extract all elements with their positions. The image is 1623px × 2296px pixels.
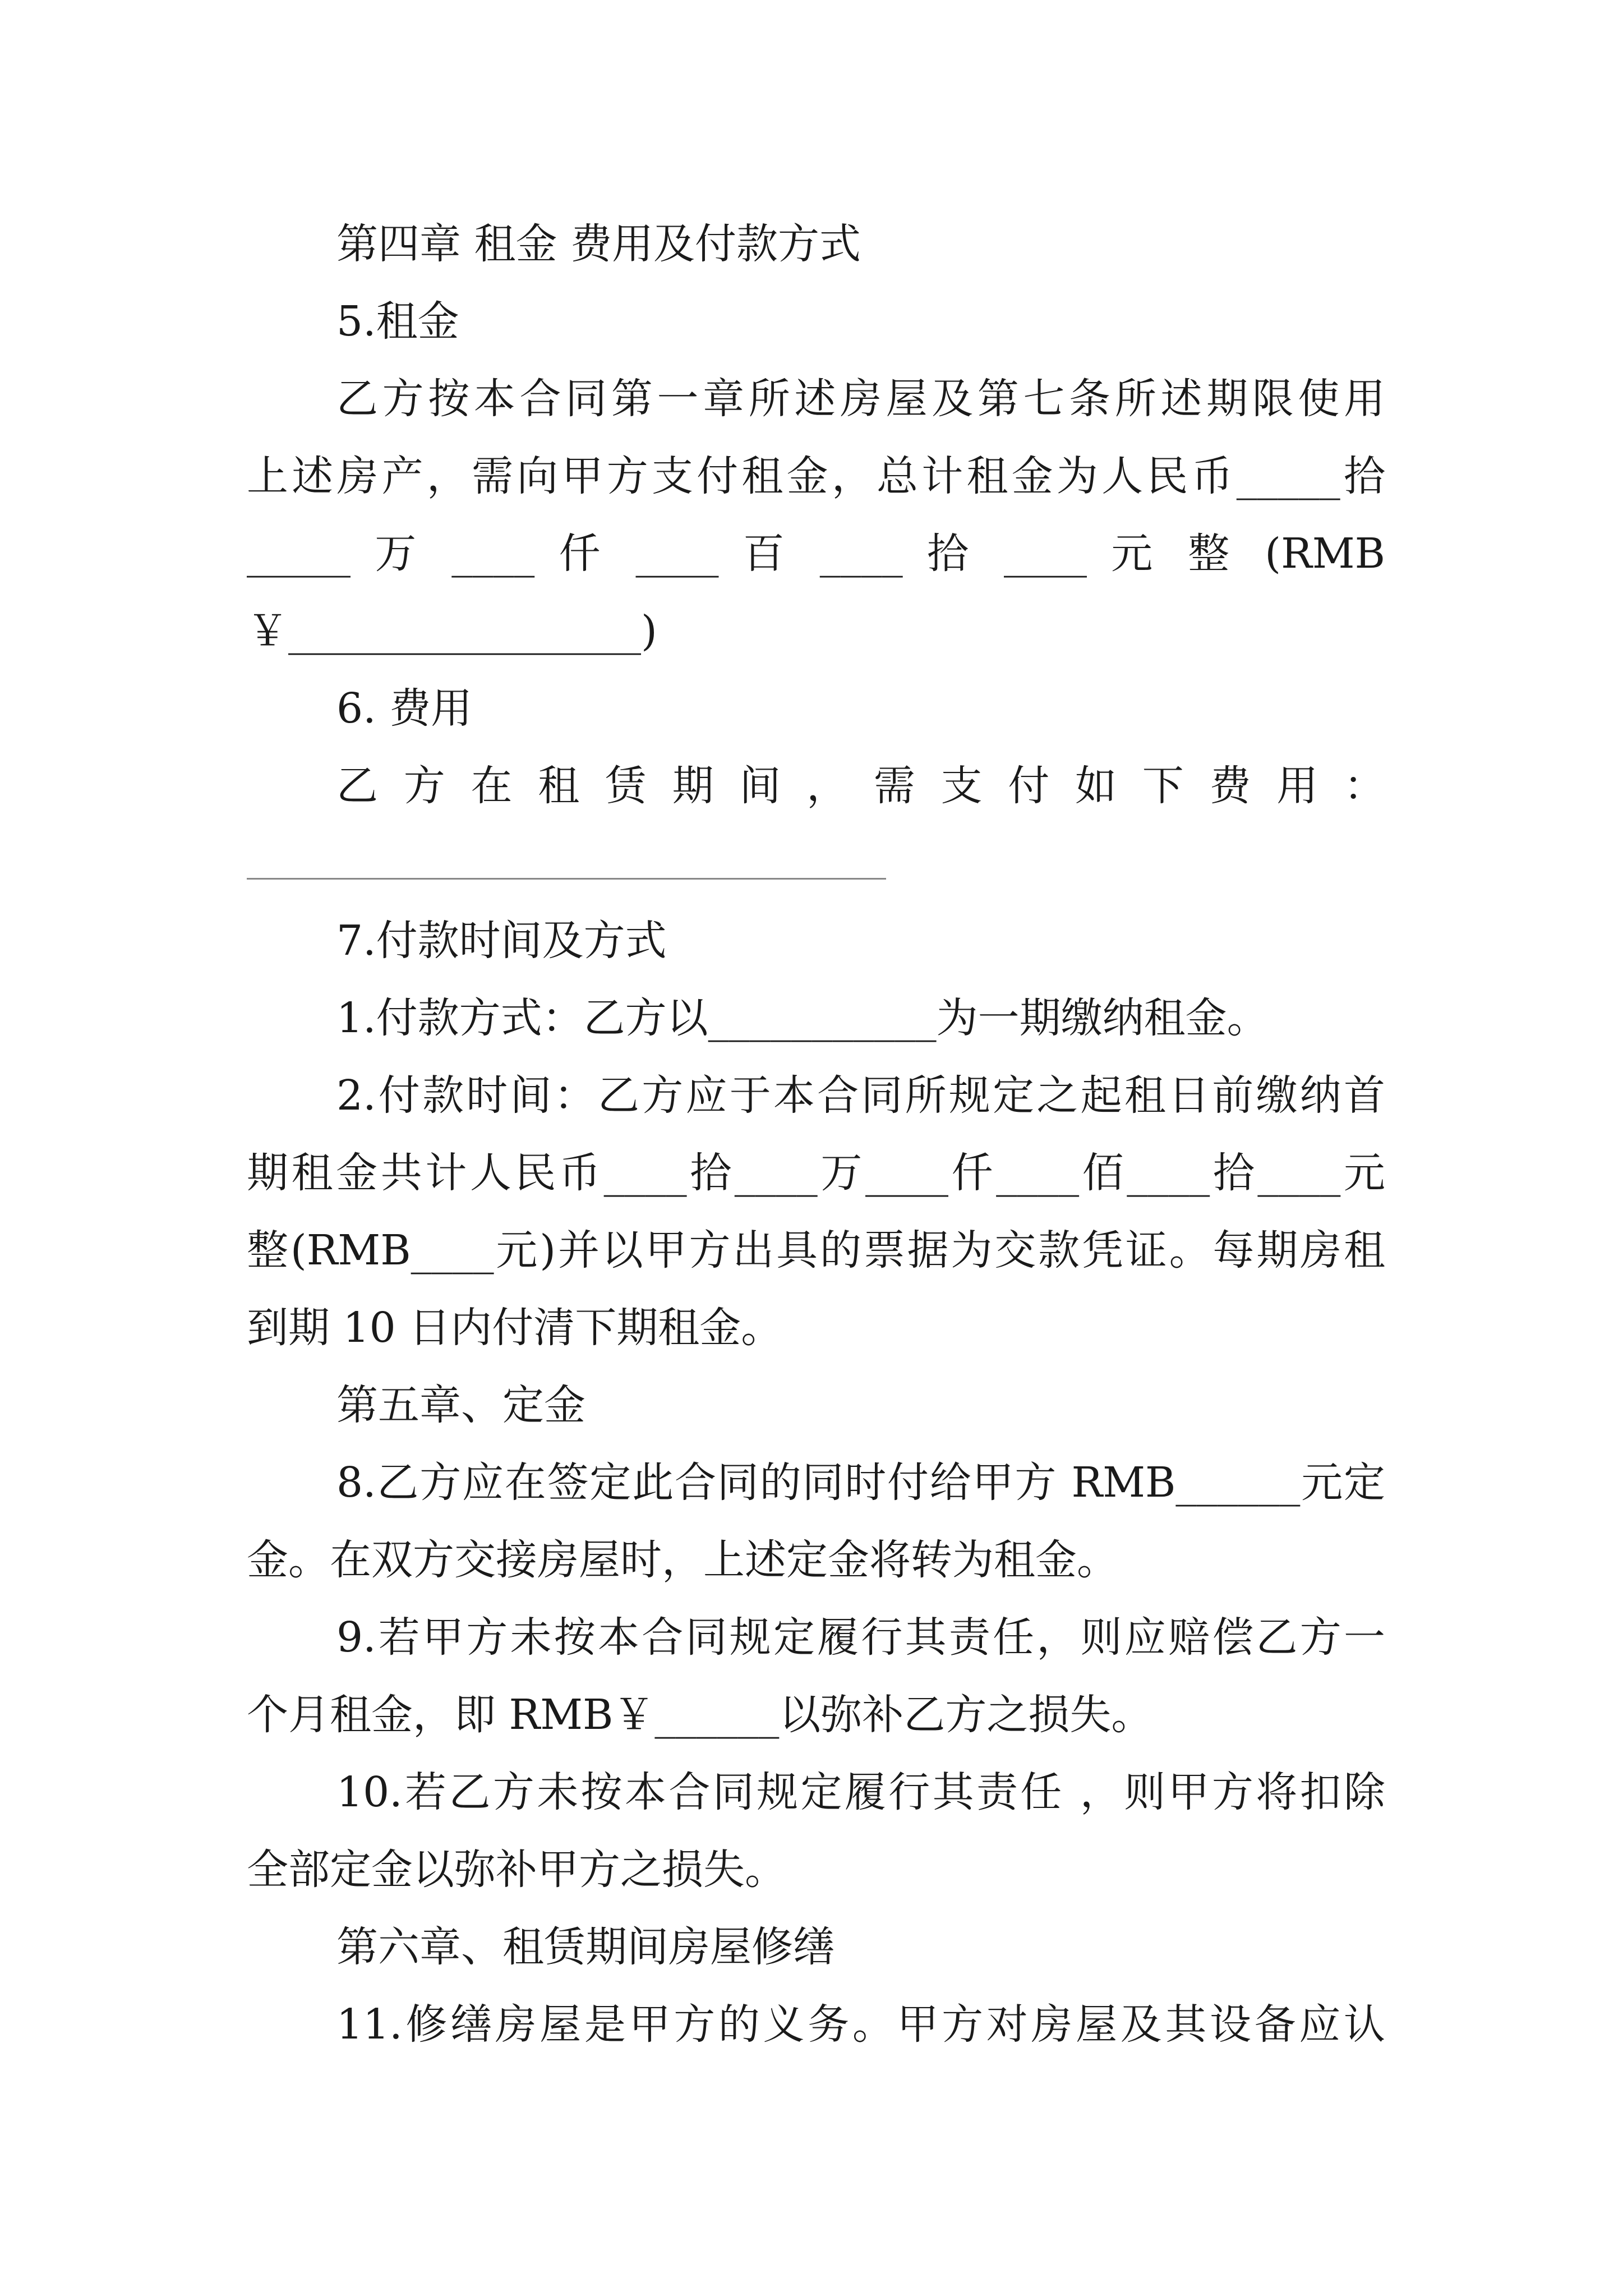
section-5-heading: 5.租金: [336, 297, 459, 346]
rent-paragraph-line-2: 上述房产，需向甲方支付租金，总计租金为人民币_____拾: [247, 452, 1385, 500]
clause-10-line-1: 10.若乙方未按本合同规定履行其责任 ，则甲方将扣除: [336, 1768, 1385, 1816]
payment-method-line: 1.付款方式：乙方以___________为一期缴纳租金。: [336, 994, 1269, 1042]
section-6-heading: 6. 费用: [336, 684, 473, 733]
clause-10-line-2: 全部定金以弥补甲方之损失。: [247, 1846, 786, 1894]
payment-time-line-3: 整(RMB____元)并以甲方出具的票据为交款凭证。每期房租: [247, 1226, 1385, 1274]
payment-time-line-2: 期租金共计人民币____拾____万____仟____佰____拾____元: [247, 1149, 1385, 1197]
chapter-6-heading: 第六章、租赁期间房屋修缮: [336, 1923, 834, 1971]
payment-time-line-4: 到期 10 日内付清下期租金。: [247, 1304, 783, 1352]
rent-paragraph-line-1: 乙方按本合同第一章所述房屋及第七条所述期限使用: [336, 375, 1385, 423]
rent-paragraph-line-3: _____ 万 ____ 仟 ____ 百 ____ 拾 ____ 元 整 (RMB: [247, 530, 1385, 578]
clause-11-line-1: 11.修缮房屋是甲方的义务。甲方对房屋及其设备应认: [336, 2000, 1385, 2049]
clause-9-line-2: 个月租金，即 RMB￥______以弥补乙方之损失。: [247, 1691, 1153, 1739]
chapter-4-heading: 第四章 租金 费用及付款方式: [336, 220, 861, 268]
clause-9-line-1: 9.若甲方未按本合同规定履行其责任，则应赔偿乙方一: [336, 1613, 1385, 1662]
clause-8-line-2: 金。在双方交接房屋时，上述定金将转为租金。: [247, 1536, 1118, 1584]
section-7-heading: 7.付款时间及方式: [336, 917, 667, 965]
payment-time-line-1: 2.付款时间：乙方应于本合同所规定之起租日前缴纳首: [336, 1071, 1385, 1120]
fees-blank-line: [247, 878, 886, 880]
fees-paragraph-line-1: 乙 方 在 租 赁 期 间 ， 需 支 付 如 下 费 用 ：: [336, 762, 1385, 810]
rent-paragraph-line-4: ￥_________________): [247, 607, 657, 655]
clause-8-line-1: 8.乙方应在签定此合同的同时付给甲方 RMB______元定: [336, 1458, 1385, 1507]
chapter-5-heading: 第五章、定金: [336, 1381, 585, 1429]
